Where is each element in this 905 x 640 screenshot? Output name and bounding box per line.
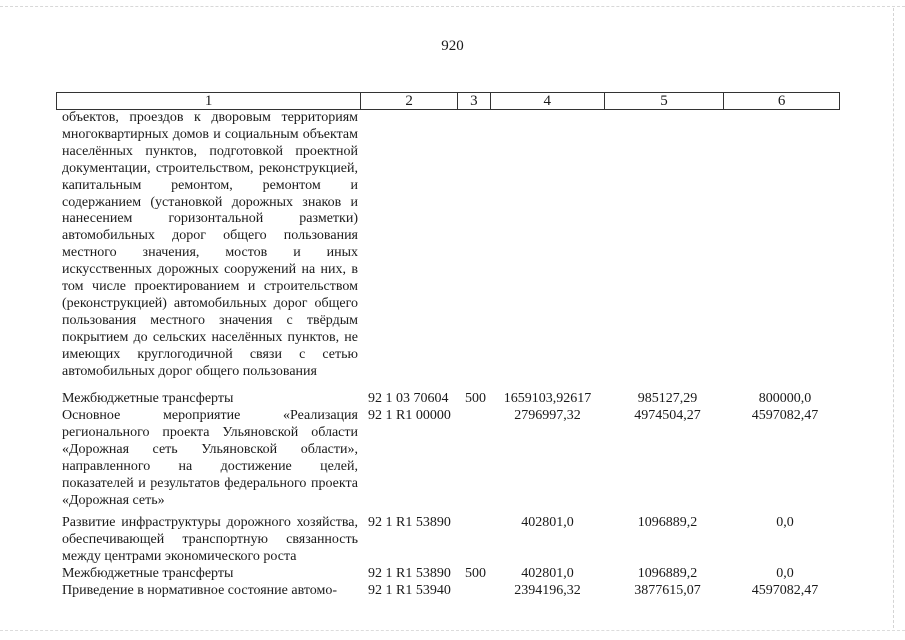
row-description: Межбюджетные трансферты: [62, 566, 234, 581]
row-value-col4: 2394196,32: [514, 583, 581, 598]
header-col-2: 2: [361, 93, 458, 109]
row-value-col5: 1096889,2: [637, 566, 698, 581]
row-expense-type: 500: [465, 566, 486, 581]
scan-edge-bottom: [0, 630, 905, 631]
header-col-6: 6: [777, 93, 786, 109]
header-col-1: 1: [57, 93, 361, 109]
header-col-3: 3: [458, 93, 491, 109]
row-expense-type: 500: [465, 391, 486, 406]
row-value-col6: 800000,0: [758, 391, 812, 406]
row-code: 92 1 R1 53940: [368, 583, 451, 598]
page-number: 920: [441, 38, 464, 54]
row-value-col6: 0,0: [776, 515, 794, 530]
row-value-col6: 4597082,47: [751, 408, 819, 423]
row-value-col6: 0,0: [776, 566, 794, 581]
row-description: объектов, проездов к дворовым территориям многоквартирных домов и социальным объектам населённых пунктов, подготовкой проектной документации, строительством, реконструкцией, капитальным ремонтом, ремонтом и содержанием (установкой дорожных знаков и нанесением горизонтальной разметки) автомобильных дорог общего пользования местного значения, мостов и иных искусственных дорожных сооружений на них, в том числе проектированием и строительством (реконструкцией) автомобильных дорог общего пользования местного значения с твёрдым покрытием до сельских населённых пунктов, не имеющих круглогодичной связи с сетью автомобильных дорог общего пользования: [62, 110, 358, 379]
row-code: 92 1 R1 53890: [368, 566, 451, 581]
row-value-col5: 4974504,27: [634, 408, 701, 423]
row-value-col4: 402801,0: [521, 515, 574, 530]
row-value-col5: 3877615,07: [634, 583, 701, 598]
row-code: 92 1 03 70604: [368, 391, 449, 406]
row-code: 92 1 R1 53890: [368, 515, 451, 530]
header-col-5: 5: [605, 93, 725, 109]
row-description: Межбюджетные трансферты: [62, 391, 234, 406]
row-description: Основное мероприятие «Реализация регионального проекта Ульяновской области «Дорожная сеть Ульяновской области», направленного на достижение целей, показателей и результатов федерального проекта «Дорожная сеть»: [62, 408, 358, 508]
row-value-col4: 1659103,92617: [503, 391, 592, 406]
row-value-col6: 4597082,47: [751, 583, 819, 598]
row-value-col4: 2796997,32: [514, 408, 581, 423]
row-description: Развитие инфраструктуры дорожного хозяйства, обеспечивающей транспортную связанность между центрами экономического роста: [62, 515, 358, 564]
scan-edge-right: [893, 8, 894, 628]
row-value-col4: 402801,0: [521, 566, 574, 581]
row-description: Приведение в нормативное состояние автомо-: [62, 583, 338, 598]
table-header-row: [56, 92, 840, 110]
scan-edge-top: [0, 6, 905, 7]
row-value-col5: 985127,29: [637, 391, 698, 406]
row-value-col5: 1096889,2: [637, 515, 698, 530]
header-col-4: 4: [491, 93, 605, 109]
row-code: 92 1 R1 00000: [368, 408, 451, 423]
